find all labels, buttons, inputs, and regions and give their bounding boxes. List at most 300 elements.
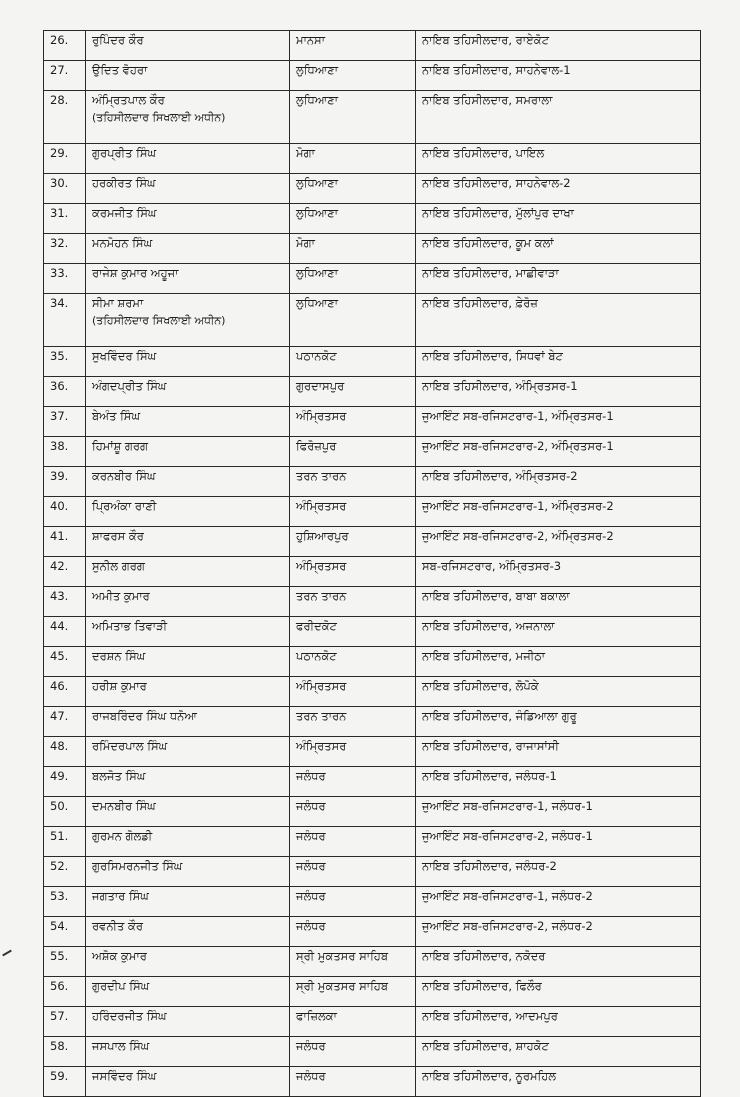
district-cell: [290, 1067, 416, 1097]
table-row: [44, 557, 701, 587]
serial-number-text: 45.: [50, 649, 69, 663]
serial-number-text: 29.: [50, 146, 69, 160]
officer-name-text: ਹਿਮਾਂਸ਼ੂ ਗਰਗ: [92, 439, 149, 453]
serial-number-cell: [44, 31, 86, 61]
serial-number-text: 30.: [50, 176, 69, 190]
new-posting-cell: [416, 677, 701, 707]
district-cell: [290, 294, 416, 347]
serial-number-cell: [44, 827, 86, 857]
district-cell: [290, 557, 416, 587]
table-row: [44, 264, 701, 294]
officer-name-cell: [86, 1037, 290, 1067]
serial-number-cell: [44, 647, 86, 677]
new-posting-text: ਨਾਇਬ ਤਹਿਸੀਲਦਾਰ, ਰਾਏਕੋਟ: [422, 33, 549, 47]
serial-number-text: 31.: [50, 206, 69, 220]
officer-name-text: ਗੁਰਮਨ ਗੋਲਡੀ: [92, 829, 153, 843]
officer-name-cell: [86, 437, 290, 467]
table-row: [44, 947, 701, 977]
new-posting-text: ਨਾਇਬ ਤਹਿਸੀਲਦਾਰ, ਪਾਇਲ: [422, 146, 545, 160]
serial-number-cell: [44, 234, 86, 264]
officer-name-text: ਹਰਕੀਰਤ ਸਿੰਘ: [92, 176, 156, 190]
serial-number-cell: [44, 91, 86, 144]
table-row: [44, 347, 701, 377]
table-row: [44, 677, 701, 707]
serial-number-cell: [44, 497, 86, 527]
table-row: [44, 707, 701, 737]
officer-name-cell: [86, 587, 290, 617]
serial-number-text: 41.: [50, 529, 69, 543]
serial-number-cell: [44, 294, 86, 347]
training-note: (ਤਹਿਸੀਲਦਾਰ ਸਿਖਲਾਈ ਅਧੀਨ): [92, 111, 226, 124]
new-posting-cell: [416, 857, 701, 887]
table-row: [44, 497, 701, 527]
new-posting-text: ਨਾਇਬ ਤਹਿਸੀਲਦਾਰ, ਫਿਲੌਰ: [422, 979, 542, 993]
new-posting-text: ਜੁਆਇੰਟ ਸਬ-ਰਜਿਸਟਰਾਰ-1, ਜਲੰਧਰ-1: [422, 799, 593, 813]
district-cell: [290, 497, 416, 527]
serial-number-text: 51.: [50, 829, 69, 843]
new-posting-text: ਨਾਇਬ ਤਹਿਸੀਲਦਾਰ, ਸਿਧਵਾਂ ਬੇਟ: [422, 349, 563, 363]
officer-name-cell: [86, 1007, 290, 1037]
officer-name-text: ਰਾਜੇਸ਼ ਕੁਮਾਰ ਅਹੂਜਾ: [92, 266, 179, 280]
new-posting-cell: [416, 557, 701, 587]
district-cell: [290, 587, 416, 617]
officer-name-cell: [86, 767, 290, 797]
officer-name-text: ਸੁਨੀਲ ਗਰਗ: [92, 559, 145, 573]
table-row: [44, 887, 701, 917]
officer-name-cell: [86, 91, 290, 144]
serial-number-text: 38.: [50, 439, 69, 453]
officer-name-cell: [86, 174, 290, 204]
serial-number-cell: [44, 707, 86, 737]
district-text: ਤਰਨ ਤਾਰਨ: [296, 589, 347, 603]
officer-name-text: ਪ੍ਰਿਅੰਕਾ ਰਾਣੀ: [92, 499, 157, 513]
serial-number-cell: [44, 767, 86, 797]
table-row: [44, 527, 701, 557]
table-row: [44, 737, 701, 767]
new-posting-cell: [416, 737, 701, 767]
district-text: ਜਲੰਧਰ: [296, 919, 326, 933]
new-posting-text: ਨਾਇਬ ਤਹਿਸੀਲਦਾਰ, ਅੰਮ੍ਰਿਤਸਰ-2: [422, 469, 578, 483]
officer-name-text: ਹਰੀਸ਼ ਕੁਮਾਰ: [92, 679, 147, 693]
officer-name-text: ਅਮਿਤਾਭ ਤਿਵਾੜੀ: [92, 619, 168, 633]
officer-name-cell: [86, 947, 290, 977]
officer-name-cell: [86, 204, 290, 234]
table-row: [44, 827, 701, 857]
district-text: ਅੰਮ੍ਰਿਤਸਰ: [296, 499, 347, 513]
corner-pen-mark: [0, 0, 35, 27]
officer-name-text: ਕਰਨਬੀਰ ਸਿੰਘ: [92, 469, 156, 483]
district-cell: [290, 887, 416, 917]
table-row: [44, 1037, 701, 1067]
serial-number-text: 44.: [50, 619, 69, 633]
serial-number-cell: [44, 1067, 86, 1097]
district-cell: [290, 797, 416, 827]
officer-name-cell: [86, 857, 290, 887]
district-text: ਲੁਧਿਆਣਾ: [296, 296, 339, 310]
serial-number-text: 48.: [50, 739, 69, 753]
officer-name-text: ਅੰਮ੍ਰਿਤਪਾਲ ਕੌਰ: [92, 93, 165, 107]
district-cell: [290, 347, 416, 377]
district-cell: [290, 144, 416, 174]
table-row: [44, 234, 701, 264]
serial-number-text: 27.: [50, 63, 69, 77]
officer-name-text: ਸ਼ਾਫਰਸ ਕੌਰ: [92, 529, 144, 543]
table-row: [44, 1007, 701, 1037]
district-cell: [290, 917, 416, 947]
district-cell: [290, 647, 416, 677]
serial-number-text: 28.: [50, 93, 69, 107]
new-posting-text: ਸਬ-ਰਜਿਸਟਰਾਰ, ਅੰਮ੍ਰਿਤਸਰ-3: [422, 559, 562, 573]
district-cell: [290, 91, 416, 144]
district-cell: [290, 467, 416, 497]
table-row: [44, 174, 701, 204]
serial-number-text: 46.: [50, 679, 69, 693]
officer-name-text: ਰਵਨੀਤ ਕੌਰ: [92, 919, 143, 933]
new-posting-cell: [416, 1037, 701, 1067]
district-text: ਪਠਾਨਕੋਟ: [296, 649, 337, 663]
officer-name-text: ਗੁਰਪ੍ਰੀਤ ਸਿੰਘ: [92, 146, 157, 160]
district-cell: [290, 827, 416, 857]
new-posting-cell: [416, 917, 701, 947]
table-row: [44, 204, 701, 234]
district-cell: [290, 737, 416, 767]
officer-name-cell: [86, 31, 290, 61]
officer-name-cell: [86, 827, 290, 857]
serial-number-text: 26.: [50, 33, 69, 47]
new-posting-text: ਨਾਇਬ ਤਹਿਸੀਲਦਾਰ, ਲੋਪੋਕੇ: [422, 679, 539, 693]
officer-name-cell: [86, 497, 290, 527]
serial-number-cell: [44, 61, 86, 91]
new-posting-text: ਨਾਇਬ ਤਹਿਸੀਲਦਾਰ, ਆਦਮਪੁਰ: [422, 1009, 558, 1023]
officer-name-text: ਸੀਮਾ ਸ਼ਰਮਾ: [92, 296, 144, 310]
serial-number-text: 36.: [50, 379, 69, 393]
new-posting-cell: [416, 1007, 701, 1037]
new-posting-text: ਨਾਇਬ ਤਹਿਸੀਲਦਾਰ, ਮੁੱਲਾਂਪੁਰ ਦਾਖਾ: [422, 206, 574, 220]
district-cell: [290, 677, 416, 707]
district-text: ਗੁਰਦਾਸਪੁਰ: [296, 379, 345, 393]
table-row: [44, 917, 701, 947]
district-text: ਅੰਮ੍ਰਿਤਸਰ: [296, 739, 347, 753]
officer-name-cell: [86, 677, 290, 707]
officer-name-cell: [86, 887, 290, 917]
new-posting-cell: [416, 144, 701, 174]
new-posting-text: ਨਾਇਬ ਤਹਿਸੀਲਦਾਰ, ਨੂਰਮਹਿਲ: [422, 1069, 557, 1083]
table-row: [44, 467, 701, 497]
training-note: (ਤਹਿਸੀਲਦਾਰ ਸਿਖਲਾਈ ਅਧੀਨ): [92, 314, 226, 327]
serial-number-text: 53.: [50, 889, 69, 903]
new-posting-cell: [416, 204, 701, 234]
serial-number-cell: [44, 857, 86, 887]
serial-number-text: 54.: [50, 919, 69, 933]
table-row: [44, 857, 701, 887]
new-posting-cell: [416, 347, 701, 377]
officer-name-text: ਉਦਿਤ ਵੋਹਰਾ: [92, 63, 148, 77]
new-posting-text: ਨਾਇਬ ਤਹਿਸੀਲਦਾਰ, ਸਾਹਨੇਵਾਲ-1: [422, 63, 571, 77]
new-posting-cell: [416, 31, 701, 61]
district-cell: [290, 857, 416, 887]
serial-number-cell: [44, 557, 86, 587]
officer-name-text: ਦਮਨਬੀਰ ਸਿੰਘ: [92, 799, 156, 813]
table-row: [44, 587, 701, 617]
officer-name-text: ਸੁਖਵਿੰਦਰ ਸਿੰਘ: [92, 349, 157, 363]
serial-number-text: 37.: [50, 409, 69, 423]
district-text: ਲੁਧਿਆਣਾ: [296, 63, 339, 77]
new-posting-cell: [416, 377, 701, 407]
new-posting-text: ਜੁਆਇੰਟ ਸਬ-ਰਜਿਸਟਰਾਰ-2, ਜਲੰਧਰ-1: [422, 829, 593, 843]
district-text: ਫਾਜ਼ਿਲਕਾ: [296, 1009, 337, 1023]
new-posting-text: ਜੁਆਇੰਟ ਸਬ-ਰਜਿਸਟਰਾਰ-2, ਅੰਮ੍ਰਿਤਸਰ-1: [422, 439, 614, 453]
officer-name-text: ਜਸਵਿੰਦਰ ਸਿੰਘ: [92, 1069, 157, 1083]
new-posting-text: ਜੁਆਇੰਟ ਸਬ-ਰਜਿਸਟਰਾਰ-2, ਜਲੰਧਰ-2: [422, 919, 593, 933]
district-text: ਜਲੰਧਰ: [296, 799, 326, 813]
district-text: ਸ੍ਰੀ ਮੁਕਤਸਰ ਸਾਹਿਬ: [296, 949, 389, 963]
serial-number-cell: [44, 204, 86, 234]
district-text: ਲੁਧਿਆਣਾ: [296, 176, 339, 190]
serial-number-cell: [44, 264, 86, 294]
table-row: [44, 767, 701, 797]
officer-name-cell: [86, 977, 290, 1007]
new-posting-cell: [416, 587, 701, 617]
serial-number-cell: [44, 917, 86, 947]
new-posting-cell: [416, 977, 701, 1007]
new-posting-cell: [416, 407, 701, 437]
district-text: ਫਰੀਦਕੋਟ: [296, 619, 337, 633]
officer-name-cell: [86, 294, 290, 347]
new-posting-cell: [416, 767, 701, 797]
officer-name-text: ਮਨਮੋਹਨ ਸਿੰਘ: [92, 236, 153, 250]
district-text: ਲੁਧਿਆਣਾ: [296, 93, 339, 107]
officer-name-text: ਬੇਅੰਤ ਸਿੰਘ: [92, 409, 140, 423]
posting-table: [43, 30, 701, 1097]
new-posting-cell: [416, 61, 701, 91]
serial-number-cell: [44, 1037, 86, 1067]
new-posting-cell: [416, 264, 701, 294]
new-posting-text: ਨਾਇਬ ਤਹਿਸੀਲਦਾਰ, ਸਾਹਨੇਵਾਲ-2: [422, 176, 571, 190]
district-text: ਜਲੰਧਰ: [296, 829, 326, 843]
serial-number-cell: [44, 797, 86, 827]
new-posting-text: ਨਾਇਬ ਤਹਿਸੀਲਦਾਰ, ਜਲੰਧਰ-1: [422, 769, 557, 783]
officer-name-text: ਕਰਮਜੀਤ ਸਿੰਘ: [92, 206, 157, 220]
new-posting-cell: [416, 887, 701, 917]
officer-name-cell: [86, 144, 290, 174]
officer-name-cell: [86, 467, 290, 497]
officer-name-cell: [86, 347, 290, 377]
serial-number-text: 57.: [50, 1009, 69, 1023]
serial-number-text: 56.: [50, 979, 69, 993]
serial-number-text: 32.: [50, 236, 69, 250]
serial-number-text: 39.: [50, 469, 69, 483]
district-cell: [290, 977, 416, 1007]
new-posting-cell: [416, 617, 701, 647]
serial-number-cell: [44, 144, 86, 174]
officer-name-text: ਬਲਜੋਤ ਸਿੰਘ: [92, 769, 146, 783]
serial-number-cell: [44, 617, 86, 647]
new-posting-cell: [416, 437, 701, 467]
district-text: ਅੰਮ੍ਰਿਤਸਰ: [296, 409, 347, 423]
officer-name-cell: [86, 234, 290, 264]
officer-name-text: ਰਾਜਬਰਿੰਦਰ ਸਿੰਘ ਧਨੋਆ: [92, 709, 197, 723]
officer-name-cell: [86, 407, 290, 437]
officer-name-text: ਜਗਤਾਰ ਸਿੰਘ: [92, 889, 149, 903]
district-text: ਤਰਨ ਤਾਰਨ: [296, 709, 347, 723]
district-cell: [290, 264, 416, 294]
serial-number-cell: [44, 677, 86, 707]
district-text: ਜਲੰਧਰ: [296, 889, 326, 903]
new-posting-text: ਨਾਇਬ ਤਹਿਸੀਲਦਾਰ, ਅੰਮ੍ਰਿਤਸਰ-1: [422, 379, 578, 393]
officer-name-text: ਅਸ਼ੋਕ ਕੁਮਾਰ: [92, 949, 147, 963]
serial-number-cell: [44, 887, 86, 917]
serial-number-text: 59.: [50, 1069, 69, 1083]
officer-name-cell: [86, 264, 290, 294]
serial-number-cell: [44, 587, 86, 617]
serial-number-cell: [44, 377, 86, 407]
new-posting-cell: [416, 174, 701, 204]
serial-number-text: 34.: [50, 296, 69, 310]
serial-number-cell: [44, 407, 86, 437]
district-text: ਮੋਗਾ: [296, 146, 315, 160]
new-posting-cell: [416, 497, 701, 527]
serial-number-cell: [44, 977, 86, 1007]
district-cell: [290, 947, 416, 977]
serial-number-cell: [44, 174, 86, 204]
new-posting-cell: [416, 827, 701, 857]
table-row: [44, 407, 701, 437]
district-text: ਅੰਮ੍ਰਿਤਸਰ: [296, 559, 347, 573]
district-cell: [290, 407, 416, 437]
district-text: ਜਲੰਧਰ: [296, 1069, 326, 1083]
serial-number-text: 35.: [50, 349, 69, 363]
new-posting-text: ਨਾਇਬ ਤਹਿਸੀਲਦਾਰ, ਰਾਜਾਸਾਂਸੀ: [422, 739, 559, 753]
serial-number-text: 55.: [50, 949, 69, 963]
new-posting-text: ਨਾਇਬ ਤਹਿਸੀਲਦਾਰ, ਸਮਰਾਲਾ: [422, 93, 553, 107]
new-posting-text: ਨਾਇਬ ਤਹਿਸੀਲਦਾਰ, ਨਕੋਦਰ: [422, 949, 546, 963]
district-cell: [290, 234, 416, 264]
district-text: ਫਿਰੋਜ਼ਪੁਰ: [296, 439, 337, 453]
new-posting-text: ਨਾਇਬ ਤਹਿਸੀਲਦਾਰ, ਫ਼ੇਰੋਜ਼: [422, 296, 538, 310]
officer-name-cell: [86, 707, 290, 737]
table-row: [44, 797, 701, 827]
table-row: [44, 647, 701, 677]
serial-number-text: 47.: [50, 709, 69, 723]
new-posting-text: ਨਾਇਬ ਤਹਿਸੀਲਦਾਰ, ਸ਼ਾਹਕੋਟ: [422, 1039, 549, 1053]
table-row: [44, 977, 701, 1007]
district-text: ਮੋਗਾ: [296, 236, 315, 250]
table-row: [44, 144, 701, 174]
table-row: [44, 437, 701, 467]
new-posting-cell: [416, 91, 701, 144]
district-cell: [290, 31, 416, 61]
serial-number-cell: [44, 1007, 86, 1037]
district-cell: [290, 707, 416, 737]
district-cell: [290, 204, 416, 234]
new-posting-text: ਜੁਆਇੰਟ ਸਬ-ਰਜਿਸਟਰਾਰ-1, ਅੰਮ੍ਰਿਤਸਰ-1: [422, 409, 614, 423]
officer-name-cell: [86, 917, 290, 947]
serial-number-text: 49.: [50, 769, 69, 783]
officer-name-cell: [86, 737, 290, 767]
district-text: ਜਲੰਧਰ: [296, 769, 326, 783]
new-posting-cell: [416, 647, 701, 677]
serial-number-cell: [44, 527, 86, 557]
table-row: [44, 1067, 701, 1097]
district-cell: [290, 767, 416, 797]
district-text: ਅੰਮ੍ਰਿਤਸਰ: [296, 679, 347, 693]
new-posting-text: ਜੁਆਇੰਟ ਸਬ-ਰਜਿਸਟਰਾਰ-1, ਅੰਮ੍ਰਿਤਸਰ-2: [422, 499, 614, 513]
district-text: ਜਲੰਧਰ: [296, 859, 326, 873]
officer-name-cell: [86, 61, 290, 91]
officer-name-text: ਅਮੀਤ ਕੁਮਾਰ: [92, 589, 150, 603]
new-posting-cell: [416, 234, 701, 264]
serial-number-cell: [44, 947, 86, 977]
new-posting-text: ਜੁਆਇੰਟ ਸਬ-ਰਜਿਸਟਰਾਰ-1, ਜਲੰਧਰ-2: [422, 889, 593, 903]
serial-number-text: 50.: [50, 799, 69, 813]
district-text: ਜਲੰਧਰ: [296, 1039, 326, 1053]
officer-name-cell: [86, 1067, 290, 1097]
new-posting-cell: [416, 467, 701, 497]
district-cell: [290, 174, 416, 204]
district-text: ਮਾਨਸਾ: [296, 33, 325, 47]
new-posting-cell: [416, 707, 701, 737]
serial-number-text: 43.: [50, 589, 69, 603]
district-text: ਹੁਸ਼ਿਆਰਪੁਰ: [296, 529, 349, 543]
new-posting-cell: [416, 527, 701, 557]
officer-name-cell: [86, 527, 290, 557]
officer-name-cell: [86, 617, 290, 647]
district-cell: [290, 437, 416, 467]
new-posting-text: ਨਾਇਬ ਤਹਿਸੀਲਦਾਰ, ਅਜਨਾਲਾ: [422, 619, 555, 633]
officer-name-text: ਹਰਿੰਦਰਜੀਤ ਸਿੰਘ: [92, 1009, 167, 1023]
district-cell: [290, 1037, 416, 1067]
table-row: [44, 377, 701, 407]
new-posting-text: ਨਾਇਬ ਤਹਿਸੀਲਦਾਰ, ਜੰਡਿਆਲਾ ਗੁਰੂ: [422, 709, 577, 723]
table-row: [44, 617, 701, 647]
new-posting-text: ਨਾਇਬ ਤਹਿਸੀਲਦਾਰ, ਮਜੀਠਾ: [422, 649, 546, 663]
officer-name-cell: [86, 377, 290, 407]
district-cell: [290, 527, 416, 557]
officer-name-text: ਰਮਿੰਦਰਪਾਲ ਸਿੰਘ: [92, 739, 168, 753]
serial-number-text: 40.: [50, 499, 69, 513]
officer-name-text: ਦਰਸ਼ਨ ਸਿੰਘ: [92, 649, 146, 663]
new-posting-cell: [416, 1067, 701, 1097]
table-row: [44, 61, 701, 91]
district-text: ਸ੍ਰੀ ਮੁਕਤਸਰ ਸਾਹਿਬ: [296, 979, 389, 993]
district-text: ਤਰਨ ਤਾਰਨ: [296, 469, 347, 483]
table-row: [44, 91, 701, 144]
new-posting-cell: [416, 797, 701, 827]
serial-number-text: 58.: [50, 1039, 69, 1053]
officer-name-cell: [86, 797, 290, 827]
posting-table-body: [44, 31, 701, 1097]
serial-number-text: 42.: [50, 559, 69, 573]
serial-number-cell: [44, 737, 86, 767]
district-cell: [290, 1007, 416, 1037]
new-posting-text: ਜੁਆਇੰਟ ਸਬ-ਰਜਿਸਟਰਾਰ-2, ਅੰਮ੍ਰਿਤਸਰ-2: [422, 529, 614, 543]
new-posting-cell: [416, 947, 701, 977]
officer-name-text: ਰੁਪਿੰਦਰ ਕੌਰ: [92, 33, 144, 47]
margin-pen-mark: [2, 950, 12, 957]
officer-name-text: ਗੁਰਦੀਪ ਸਿੰਘ: [92, 979, 150, 993]
table-row: [44, 294, 701, 347]
district-cell: [290, 617, 416, 647]
district-text: ਲੁਧਿਆਣਾ: [296, 206, 339, 220]
officer-name-text: ਗੁਰਸਿਮਰਨਜੀਤ ਸਿੰਘ: [92, 859, 183, 873]
serial-number-text: 52.: [50, 859, 69, 873]
serial-number-cell: [44, 437, 86, 467]
serial-number-cell: [44, 347, 86, 377]
new-posting-text: ਨਾਇਬ ਤਹਿਸੀਲਦਾਰ, ਕੂਮ ਕਲਾਂ: [422, 236, 554, 250]
new-posting-text: ਨਾਇਬ ਤਹਿਸੀਲਦਾਰ, ਬਾਬਾ ਬਕਾਲਾ: [422, 589, 570, 603]
new-posting-cell: [416, 294, 701, 347]
serial-number-cell: [44, 467, 86, 497]
